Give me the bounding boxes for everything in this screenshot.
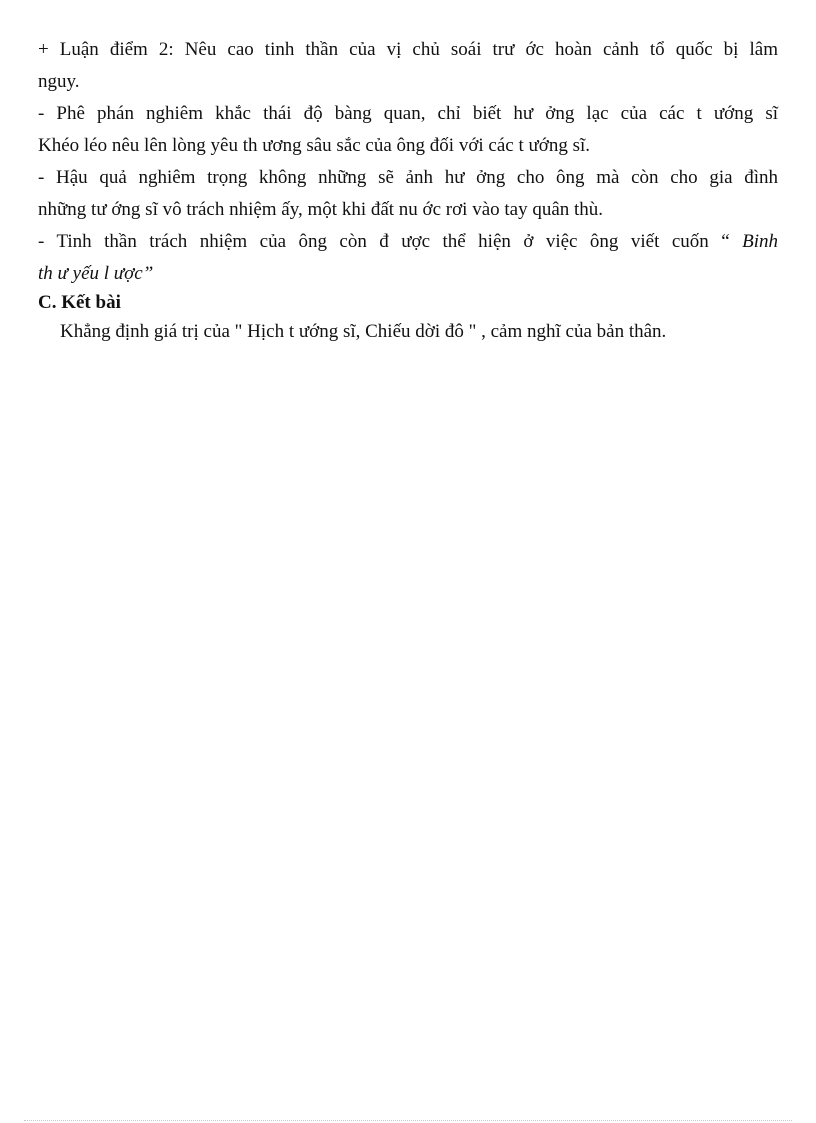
- text-line: Khéo léo nêu lên lòng yêu th ương sâu sắc của ông đối với các t ướng sĩ.: [38, 135, 591, 156]
- text-line-plain: - Tinh thần trách nhiệm của ông còn đ ược thể hiện ở việc ông viết cuốn “: [38, 231, 743, 252]
- document-body: [38, 34, 778, 348]
- text-line: - Phê phán nghiêm khắc thái độ bàng quan, chỉ biết hư ởng lạc của các t ướng sĩ: [38, 103, 778, 124]
- section-heading: C. Kết bài: [38, 292, 121, 313]
- book-title-start: Binh: [742, 231, 778, 252]
- book-title-end: th ư yếu l ược”: [38, 263, 154, 284]
- text-line: [38, 226, 778, 258]
- conclusion-text: Khẳng định giá trị của " Hịch t ướng sĩ, Chiếu dời đô " , cảm nghĩ của bản thân.: [60, 321, 667, 342]
- text-line: nguy.: [38, 71, 80, 92]
- text-line: những tư ớng sĩ vô trách nhiệm ấy, một khi đất nu ớc rơi vào tay quân thù.: [38, 199, 604, 220]
- page-bottom-rule: [24, 1120, 792, 1121]
- text-line: - Hậu quả nghiêm trọng không những sẽ ảnh hư ởng cho ông mà còn cho gia đình: [38, 167, 778, 188]
- text-line: + Luận điểm 2: Nêu cao tinh thần của vị chủ soái trư ớc hoàn cảnh tổ quốc bị lâm: [38, 39, 778, 60]
